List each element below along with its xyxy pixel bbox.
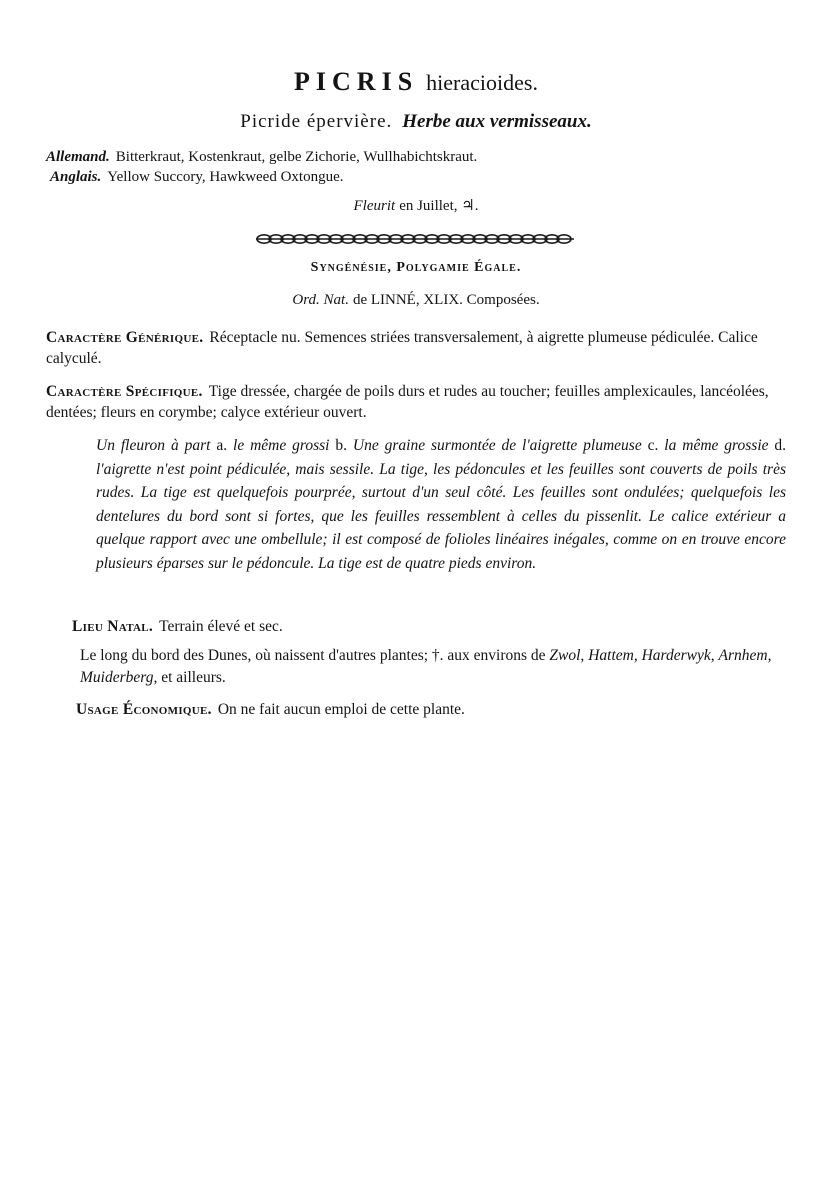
plate-description (96, 434, 786, 576)
usage-label: Usage Économique. (76, 701, 212, 718)
specific-label: Caractère Spécifique. (46, 383, 203, 400)
natural-order (0, 290, 832, 310)
habitat-detail-text: Le long du bord des Dunes, où naissent d'autres plantes; †. aux environs de (80, 647, 546, 664)
place-muiderberg: Muiderberg, (80, 669, 158, 686)
habitat-text: Terrain élevé et sec. (159, 618, 283, 635)
habitat-detail-end: et ailleurs. (161, 669, 226, 686)
generic-character (46, 327, 786, 369)
specific-character (46, 381, 786, 423)
alternate-name: Herbe aux vermisseaux. (402, 111, 592, 132)
order-text: de LINNÉ, XLIX. Composées. (352, 292, 540, 308)
genus-name: PICRIS (294, 67, 419, 96)
native-place (72, 617, 283, 637)
specific-text: Tige dressée, chargée de poils durs et rudes au toucher; feuilles amplexicaules, lancéolées, dentées; fleurs en corymbe; calyce extérieur ouvert. (46, 383, 769, 421)
german-names (46, 147, 477, 167)
flowering-label: Fleurit (353, 198, 396, 214)
chain-ornament (254, 232, 576, 246)
english-names (50, 167, 344, 187)
classification (0, 258, 832, 278)
flowering-text: en Juillet, ♃. (399, 198, 479, 214)
usage-text: On ne fait aucun emploi de cette plante. (217, 701, 465, 718)
figure-letter-a: a. (216, 437, 228, 454)
place-harderwyk: Harderwyk, (641, 647, 715, 664)
desc-part-1: Un fleuron à part (96, 437, 211, 454)
place-zwol: Zwol, (549, 647, 585, 664)
place-arnhem: Arnhem, (718, 647, 772, 664)
economic-usage (76, 700, 465, 720)
figure-letter-d: d. (774, 437, 787, 454)
figure-letter-c: c. (647, 437, 659, 454)
desc-part-2: le même grossi (233, 437, 330, 454)
generic-label: Caractère Générique. (46, 329, 204, 346)
classification-text: Syngénésie, Polygamie Égale. (310, 260, 522, 275)
desc-part-3: Une graine surmontée de l'aigrette plumeuse (352, 437, 642, 454)
species-name: hieracioides. (426, 70, 538, 95)
order-label: Ord. Nat. (292, 292, 349, 308)
habitat-label: Lieu Natal. (72, 618, 154, 635)
figure-letter-b: b. (335, 437, 348, 454)
german-label: Allemand. (46, 149, 110, 165)
english-label: Anglais. (50, 169, 102, 185)
desc-part-5: l'aigrette n'est point pédiculée, mais sessile. La tige, les pédoncules et les feuilles sont couverts de poils très rudes. La tige est quelquefois pourprée, surtout d'un seul côté. Les feuilles sont ondulées; quelquefois les dentelures du bord sont si fortes, que les feuilles ressemblent à celles du pissenlit. Le calice extérieur a quelque rapport avec une ombellule; il est composé de folioles linéaires inégales, comme on en trouve encore plusieurs éparses sur le pédoncule. La tige est de quatre pieds environ. (96, 460, 786, 572)
habitat-detail (80, 645, 786, 689)
flowering-time (0, 196, 832, 216)
desc-part-4: la même grossie (664, 437, 769, 454)
page-title (0, 66, 832, 99)
generic-text: Réceptacle nu. Semences striées transversalement, à aigrette plumeuse pédiculée. Calice calyculé. (46, 329, 758, 367)
place-hattem: Hattem, (588, 647, 638, 664)
french-names (0, 110, 832, 134)
german-names-text: Bitterkraut, Kostenkraut, gelbe Zichorie, Wullhabichtskraut. (115, 149, 478, 165)
english-names-text: Yellow Succory, Hawkweed Oxtongue. (107, 169, 344, 185)
french-name: Picride épervière. (240, 111, 393, 132)
